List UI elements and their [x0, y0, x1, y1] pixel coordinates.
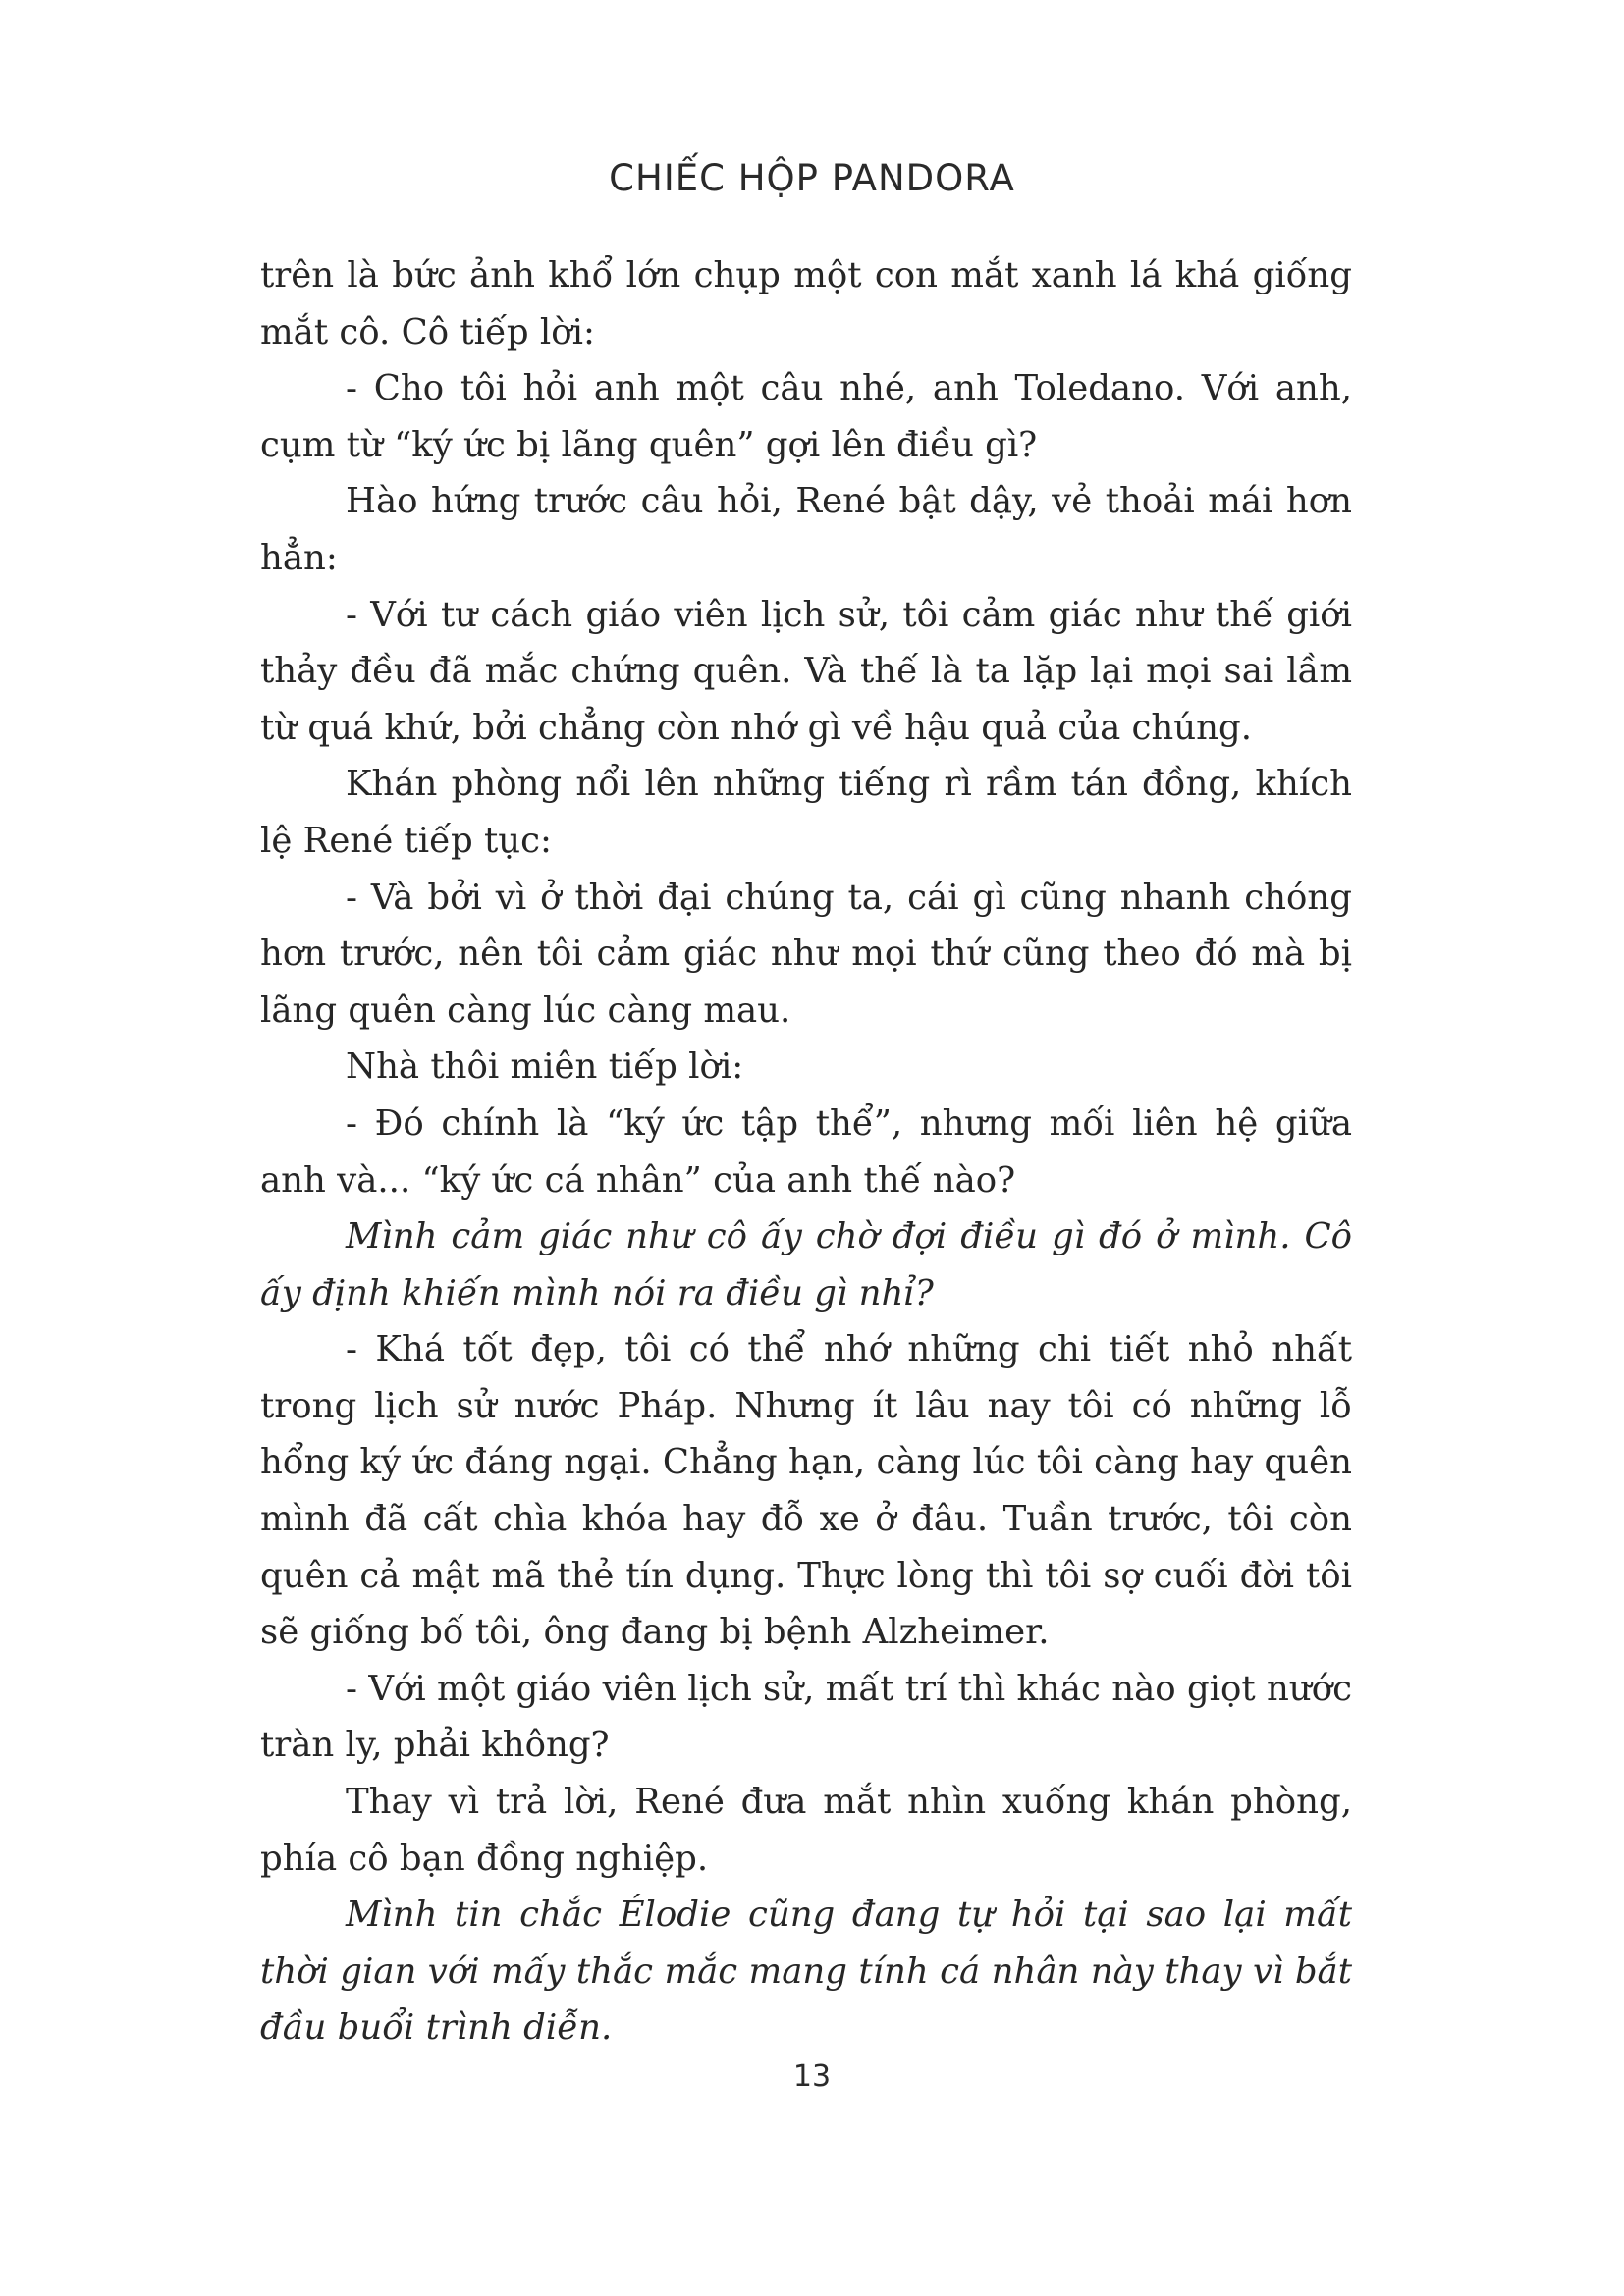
paragraph-inner-thought: Mình cảm giác như cô ấy chờ đợi điều gì đó ở mình. Cô ấy định khiến mình nói ra điều gì nhỉ? [260, 1216, 1352, 1313]
paragraph-dialogue: - Đó chính là “ký ức tập thể”, nhưng mối liên hệ giữa anh và... “ký ức cá nhân” của anh thế nào? [260, 1102, 1352, 1201]
paragraph-dialogue: - Với tư cách giáo viên lịch sử, tôi cảm giác như thế giới thảy đều đã mắc chứng quên. Và thế là ta lặp lại mọi sai lầm từ quá khứ, bởi chẳng còn nhớ gì về hậu quả của chúng. [260, 594, 1352, 748]
paragraph: Khán phòng nổi lên những tiếng rì rầm tán đồng, khích lệ René tiếp tục: [260, 764, 1352, 861]
paragraph-inner-thought: Mình tin chắc Élodie cũng đang tự hỏi tại sao lại mất thời gian với mấy thắc mắc mang tính cá nhân này thay vì bắt đầu buổi trình diễn. [260, 1895, 1352, 2049]
paragraph-dialogue: - Khá tốt đẹp, tôi có thể nhớ những chi tiết nhỏ nhất trong lịch sử nước Pháp. Nhưng ít lâu nay tôi có những lỗ hổng ký ức đáng ngại. Chẳng hạn, càng lúc tôi càng hay quên mình đã cất chìa khóa hay đỗ xe ở đâu. Tuần trước, tôi còn quên cả mật mã thẻ tín dụng. Thực lòng thì tôi sợ cuối đời tôi sẽ giống bố tôi, ông đang bị bệnh Alzheimer. [260, 1329, 1352, 1653]
paragraph: Thay vì trả lời, René đưa mắt nhìn xuống khán phòng, phía cô bạn đồng nghiệp. [260, 1782, 1352, 1879]
body-text [260, 247, 1352, 2056]
paragraph-dialogue: - Cho tôi hỏi anh một câu nhé, anh Toledano. Với anh, cụm từ “ký ức bị lãng quên” gợi lên điều gì? [260, 368, 1352, 465]
page-number: 13 [792, 2059, 832, 2094]
paragraph: Nhà thôi miên tiếp lời: [346, 1046, 744, 1088]
paragraph-dialogue: - Và bởi vì ở thời đại chúng ta, cái gì cũng nhanh chóng hơn trước, nên tôi cảm giác như mọi thứ cũng theo đó mà bị lãng quên càng lúc càng mau. [260, 877, 1352, 1031]
paragraph-continuation: trên là bức ảnh khổ lớn chụp một con mắt xanh lá khá giống mắt cô. Cô tiếp lời: [260, 255, 1352, 352]
paragraph: Hào hứng trước câu hỏi, René bật dậy, vẻ thoải mái hơn hẳn: [260, 481, 1352, 578]
running-header-title: CHIẾC HỘP PANDORA [609, 157, 1015, 199]
paragraph-dialogue: - Với một giáo viên lịch sử, mất trí thì khác nào giọt nước tràn ly, phải không? [260, 1668, 1352, 1766]
